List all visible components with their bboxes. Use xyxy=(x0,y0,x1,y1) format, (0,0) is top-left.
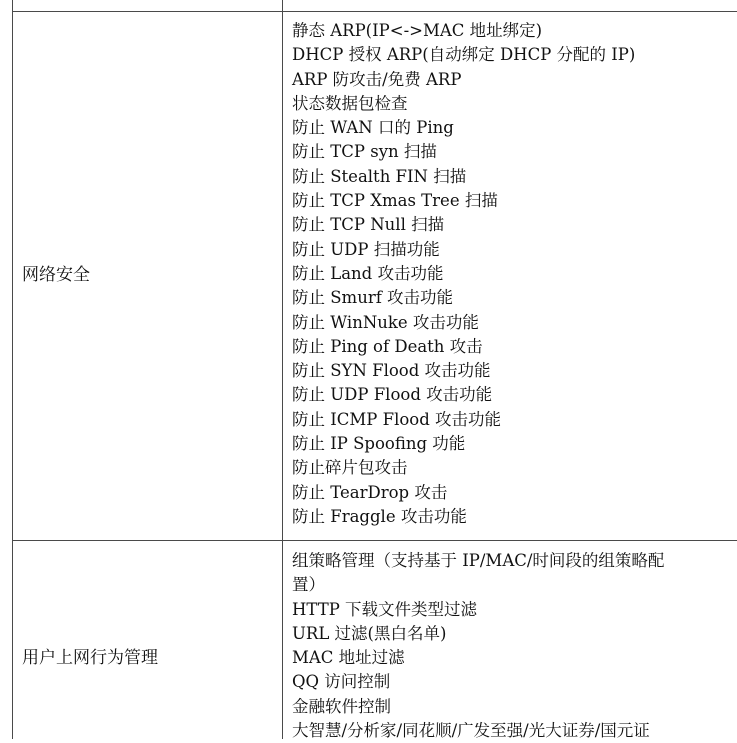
list-item: 置） xyxy=(292,575,325,595)
list-item: 金融软件控制 xyxy=(292,696,391,716)
list-item: 状态数据包检查 xyxy=(292,93,408,113)
list-item: 防止 Stealth FIN 扫描 xyxy=(292,166,467,186)
row-divider-middle xyxy=(12,540,737,541)
list-item: 防止 Fraggle 攻击功能 xyxy=(292,506,467,526)
list-item: 防止 Land 攻击功能 xyxy=(292,263,444,283)
list-item: 防止 TCP Null 扫描 xyxy=(292,215,445,235)
list-item: 防止 Ping of Death 攻击 xyxy=(292,336,483,356)
list-item: 静态 ARP(IP<->MAC 地址绑定) xyxy=(292,21,543,40)
list-item: 防止 WinNuke 攻击功能 xyxy=(292,312,479,332)
list-item: HTTP 下载文件类型过滤 xyxy=(292,599,478,619)
list-item: QQ 访问控制 xyxy=(292,672,391,692)
category-cell-user-behavior-management: 用户上网行为管理 xyxy=(22,648,158,668)
list-item: 防止 IP Spoofing 功能 xyxy=(292,434,466,454)
list-item: 防止 WAN 口的 Ping xyxy=(292,118,454,138)
list-item: 防止 TCP Xmas Tree 扫描 xyxy=(292,191,498,211)
category-cell-network-security: 网络安全 xyxy=(22,265,90,285)
list-item: ARP 防攻击/免费 ARP xyxy=(292,69,462,89)
column-divider xyxy=(282,0,283,739)
list-item: 防止 ICMP Flood 攻击功能 xyxy=(292,409,502,429)
list-item: 防止 TCP syn 扫描 xyxy=(292,142,437,162)
feature-list-network-security xyxy=(292,19,635,529)
feature-list-user-behavior-management xyxy=(292,549,664,743)
list-item: DHCP 授权 ARP(自动绑定 DHCP 分配的 IP) xyxy=(292,45,636,65)
list-item: 防止碎片包攻击 xyxy=(292,458,408,478)
list-item: 组策略管理（支持基于 IP/MAC/时间段的组策略配 xyxy=(292,551,665,570)
row-divider-top xyxy=(12,11,737,12)
list-item: MAC 地址过滤 xyxy=(292,648,405,668)
list-item: 防止 SYN Flood 攻击功能 xyxy=(292,361,491,381)
list-item: 大智慧/分析家/同花顺/广发至强/光大证券/国元证 xyxy=(292,721,650,741)
list-item: 防止 UDP Flood 攻击功能 xyxy=(292,385,493,405)
list-item: 防止 Smurf 攻击功能 xyxy=(292,288,454,308)
list-item: URL 过滤(黑白名单) xyxy=(292,623,447,643)
table-left-border xyxy=(12,0,13,739)
list-item: 防止 TearDrop 攻击 xyxy=(292,482,448,502)
list-item: 防止 UDP 扫描功能 xyxy=(292,239,440,259)
